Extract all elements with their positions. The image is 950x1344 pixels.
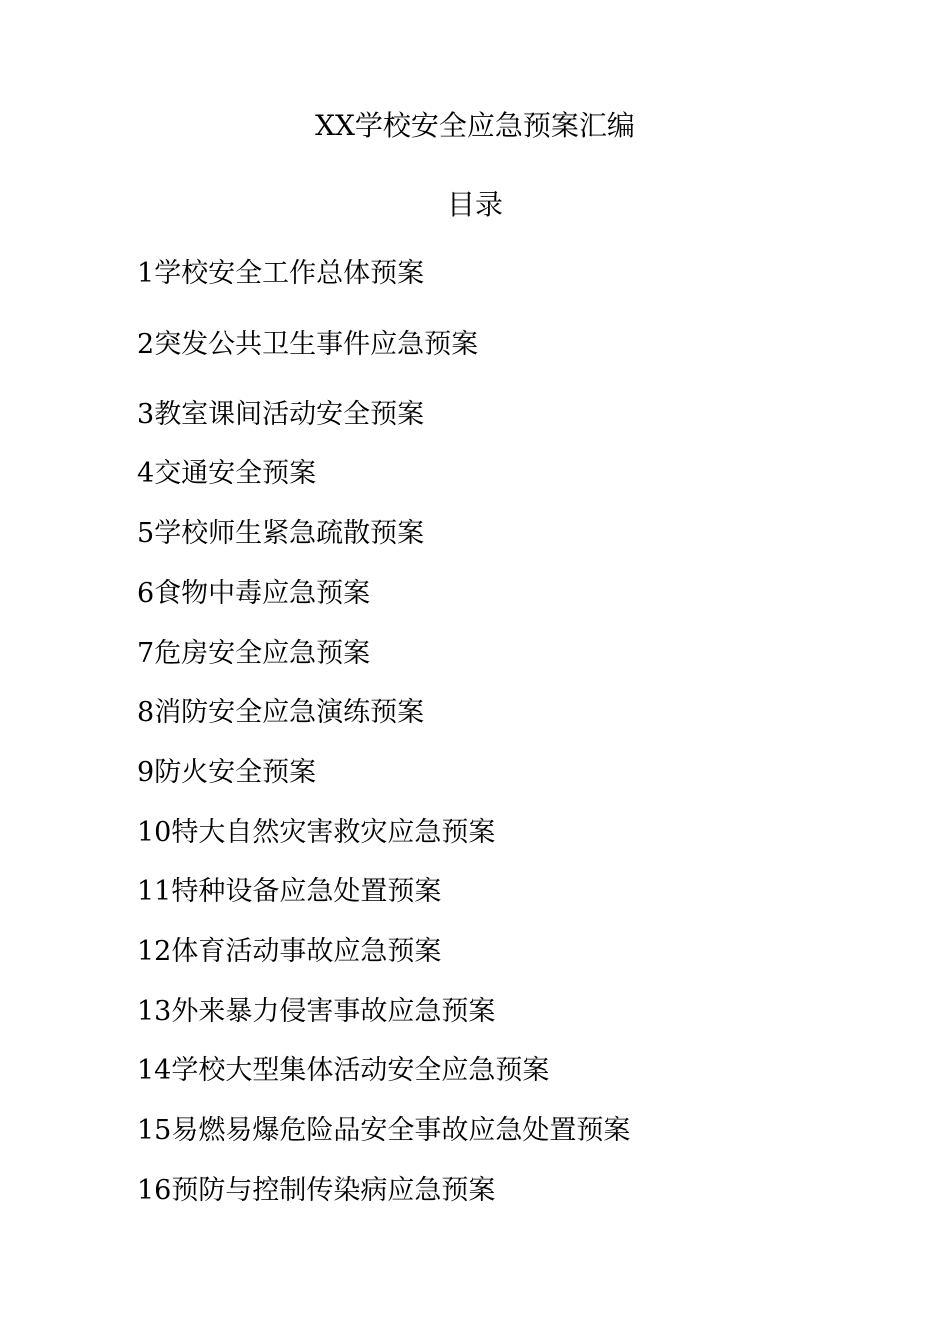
- toc-item: [137, 255, 917, 293]
- toc-item-title: 特种设备应急处置预案: [171, 876, 442, 907]
- toc-item: [137, 635, 917, 673]
- toc-item: [137, 754, 917, 792]
- toc-item-number: 3: [137, 399, 155, 430]
- toc-item-number: 13: [137, 996, 172, 1027]
- toc-item: [137, 455, 917, 493]
- toc-item-title: 易燃易爆危险品安全事故应急处置预案: [171, 1115, 631, 1146]
- toc-item-number: 5: [137, 518, 155, 549]
- toc-item-title: 体育活动事故应急预案: [171, 936, 442, 967]
- toc-item-title: 教室课间活动安全预案: [154, 399, 425, 430]
- toc-item: [137, 1112, 917, 1150]
- toc-item: [137, 575, 917, 613]
- toc-item-number: 4: [137, 458, 155, 489]
- toc-item-title: 防火安全预案: [154, 757, 317, 788]
- toc-item: [137, 326, 917, 364]
- toc-item-number: 15: [137, 1115, 172, 1146]
- toc-item-title: 学校大型集体活动安全应急预案: [171, 1055, 550, 1086]
- toc-item: [137, 933, 917, 971]
- toc-item-title: 学校安全工作总体预案: [154, 258, 425, 289]
- toc-item-title: 预防与控制传染病应急预案: [171, 1175, 496, 1206]
- toc-item-title: 学校师生紧急疏散预案: [154, 518, 425, 549]
- toc-item: [137, 1052, 917, 1090]
- toc-item-number: 6: [137, 578, 155, 609]
- toc-item: [137, 515, 917, 553]
- toc-heading: 目录: [446, 188, 503, 221]
- toc-item: [137, 873, 917, 911]
- toc-item-title: 交通安全预案: [154, 458, 317, 489]
- toc-item-title: 食物中毒应急预案: [154, 578, 371, 609]
- toc-item-number: 10: [137, 817, 172, 848]
- toc-item-number: 7: [137, 638, 155, 669]
- toc-item: [137, 396, 917, 434]
- toc-item-number: 14: [137, 1055, 172, 1086]
- toc-item: [137, 814, 917, 852]
- toc-item-title: 消防安全应急演练预案: [154, 697, 425, 728]
- toc-item: [137, 993, 917, 1031]
- toc-item-title: 外来暴力侵害事故应急预案: [171, 996, 496, 1027]
- toc-item-title: 突发公共卫生事件应急预案: [154, 329, 479, 360]
- toc-item-number: 16: [137, 1175, 172, 1206]
- document-title: XX学校安全应急预案汇编: [315, 109, 635, 142]
- toc-item-number: 1: [137, 258, 155, 289]
- toc-item-title: 危房安全应急预案: [154, 638, 371, 669]
- toc-item: [137, 1172, 917, 1210]
- toc-item: [137, 694, 917, 732]
- toc-item-number: 9: [137, 757, 155, 788]
- toc-item-title: 特大自然灾害救灾应急预案: [171, 817, 496, 848]
- toc-item-number: 2: [137, 329, 155, 360]
- toc-item-number: 12: [137, 936, 172, 967]
- toc-item-number: 8: [137, 697, 155, 728]
- toc-item-number: 11: [137, 876, 172, 907]
